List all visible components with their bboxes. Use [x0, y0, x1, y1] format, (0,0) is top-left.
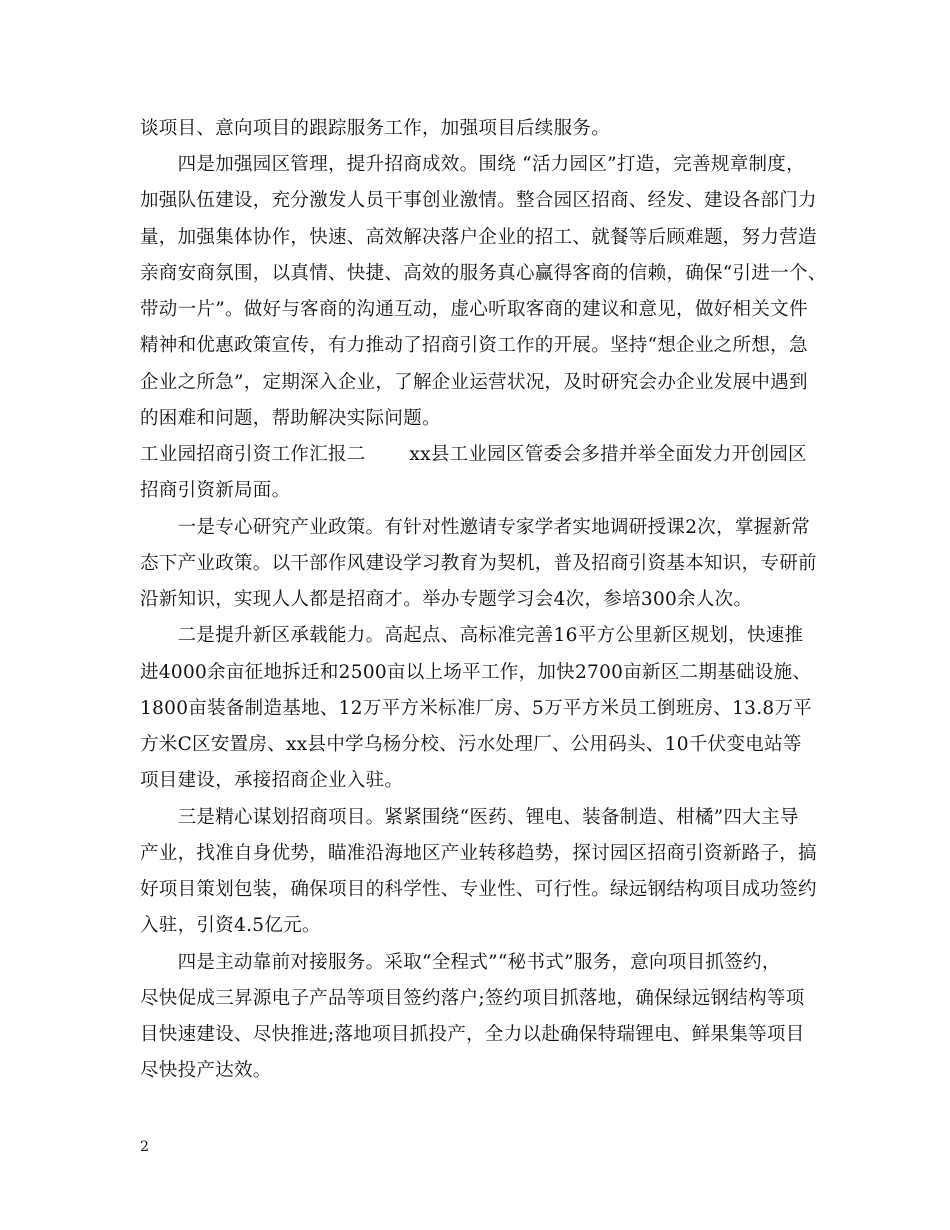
text-line: 精神和优惠政策宣传，有力推动了招商引资工作的开展。坚持“想企业之所想，急 — [140, 335, 808, 356]
section-heading: 工业园招商引资工作汇报二 xx县工业园区管委会多措并举全面发力开创园区 — [140, 444, 807, 465]
text-line: 招商引资新局面。 — [140, 480, 291, 501]
text-line: 加强队伍建设，充分激发人员干事创业激情。整合园区招商、经发、建设各部门力 — [140, 190, 817, 211]
text-line: 一是专心研究产业政策。有针对性邀请专家学者实地调研授课2次，掌握新常 — [140, 517, 811, 538]
text-line: 的困难和问题，帮助解决实际问题。 — [140, 408, 441, 429]
text-line: 亲商安商氛围，以真情、快捷、高效的服务真心赢得客商的信赖，确保“引进一个、 — [140, 263, 827, 284]
text-line: 1800亩装备制造基地、12万平方米标准厂房、5万平方米员工倒班房、13.8万平 — [140, 698, 813, 719]
text-line: 产业，找准自身优势，瞄准沿海地区产业转移趋势，探讨园区招商引资新路子，搞 — [140, 843, 817, 864]
text-line: 二是提升新区承载能力。高起点、高标准完善16平方公里新区规划，快速推 — [140, 625, 804, 646]
text-line: 项目建设，承接招商企业入驻。 — [140, 770, 404, 791]
text-line: 尽快促成三昇源电子产品等项目签约落户;签约项目抓落地，确保绿远钢结构等项 — [140, 988, 805, 1009]
text-line: 目快速建设、尽快推进;落地项目抓投产，全力以赴确保特瑞锂电、鲜果集等项目 — [140, 1024, 805, 1045]
text-line: 方米C区安置房、xx县中学乌杨分校、污水处理厂、公用码头、10千伏变电站等 — [140, 734, 802, 755]
text-line: 三是精心谋划招商项目。紧紧围绕“医药、锂电、装备制造、柑橘”四大主导 — [140, 807, 799, 828]
text-line: 带动一片”。做好与客商的沟通互动，虚心听取客商的建议和意见，做好相关文件 — [140, 299, 808, 320]
text-line: 量，加强集体协作，快速、高效解决落户企业的招工、就餐等后顾难题，努力营造 — [140, 227, 817, 248]
text-line: 好项目策划包装，确保项目的科学性、专业性、可行性。绿远钢结构项目成功签约 — [140, 879, 817, 900]
text-line: 企业之所急”，定期深入企业，了解企业运营状况，及时研究会办企业发展中遇到 — [140, 372, 808, 393]
text-line: 进4000余亩征地拆迁和2500亩以上场平工作，加快2700亩新区二期基础设施、 — [140, 662, 812, 683]
text-line: 沿新知识，实现人人都是招商才。举办专题学习会4次，参培300余人次。 — [140, 589, 753, 610]
text-line: 尽快投产达效。 — [140, 1060, 272, 1081]
text-line: 四是加强园区管理，提升招商成效。围绕 “活力园区”打造，完善规章制度， — [140, 154, 805, 175]
text-line: 入驻，引资4.5亿元。 — [140, 915, 321, 936]
text-line: 四是主动靠前对接服务。采取“全程式”“秘书式”服务，意向项目抓签约， — [140, 952, 781, 973]
page-number: 2 — [140, 1139, 149, 1155]
text-line: 态下产业政策。以干部作风建设学习教育为契机，普及招商引资基本知识，专研前 — [140, 553, 817, 574]
text-line: 谈项目、意向项目的跟踪服务工作，加强项目后续服务。 — [140, 118, 611, 139]
